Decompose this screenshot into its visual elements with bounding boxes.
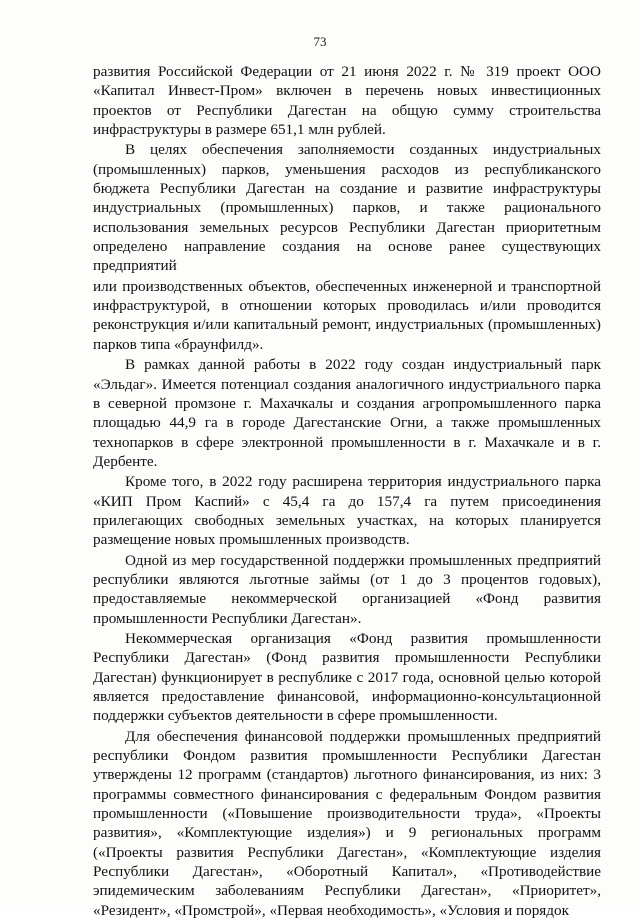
paragraph-industry-fund: Некоммерческая организация «Фонд развития промышленности Республики Дагестан» (Фонд развития промышленности Республики Дагестан) функционирует в республике с 2017 года, основной целью которой является предоставление финансовой, информационно-консультационной поддержки субъектов деятельности в сфере промышленности. xyxy=(93,629,601,725)
paragraph-kip-prom-kaspiy: Кроме того, в 2022 году расширена территория индустриального парка «КИП Пром Каспий» с 45,4 га до 157,4 га путем присоединения прилегающих свободных земельных участках, на которых планируется размещение новых промышленных производств. xyxy=(93,473,601,549)
paragraph-industrial-parks-goals: В целях обеспечения заполняемости созданных индустриальных (промышленных) парков, уменьшения расходов из республиканского бюджета Республики Дагестан на создание и развитие инфраструктуры индустриальных (промышленных) парков, и также рационального использования земельных ресурсов Республики Дагестан приоритетным определено направление создания на основе ранее существующих предприятий xyxy=(93,141,601,275)
paragraph-preferential-loans: Одной из мер государственной поддержки промышленных предприятий республики являются льготные займы (от 1 до 3 процентов годовых), предоставляемые некоммерческой организацией «Фонд развития промышленности Республики Дагестан». xyxy=(93,551,601,627)
page-number: 73 xyxy=(313,34,327,49)
paragraph-brownfield-continuation: или производственных объектов, обеспеченных инженерной и транспортной инфраструктурой, в отношении которых проводилась и/или проводится реконструкция и/или капитальный ремонт, индустриальных (промышленных) парков типа «браунфилд». xyxy=(93,277,601,353)
paragraph-eldag-park: В рамках данной работы в 2022 году создан индустриальный парк «Эльдаг». Имеется потенциал создания аналогичного индустриального парка в северной промзоне г. Махачкалы и создания агропромышленного парка площадью 44,9 га в городе Дагестанские Огни, а также промышленных технопарков в сфере электронной промышленности в г. Махачкале и в г. Дербенте. xyxy=(93,356,601,470)
paragraph-investment-project: развития Российской Федерации от 21 июня 2022 г. № 319 проект ООО «Капитал Инвест-Пром» включен в перечень новых инвестиционных проектов от Республики Дагестан на общую сумму строительства инфраструктуры в размере 651,1 млн рублей. xyxy=(93,63,601,139)
paragraph-financing-programs: Для обеспечения финансовой поддержки промышленных предприятий республики Фондом развития промышленности Республики Дагестан утверждены 12 программ (стандартов) льготного финансирования, из них: 3 программы совместного финансирования с федеральным Фондом развития промышленности («Повышение производительности труда», «Проекты развития», «Комплектующие изделия») и 9 региональных программ («Проекты развития Республики Дагестан», «Комплектующие изделия Республики Дагестан», «Оборотный Капитал», «Противодействие эпидемическим заболеваниям Республики Дагестан», «Приоритет», «Резидент», «Промстрой», «Первая необходимость», «Условия и порядок xyxy=(93,727,601,919)
body-text xyxy=(93,62,601,920)
